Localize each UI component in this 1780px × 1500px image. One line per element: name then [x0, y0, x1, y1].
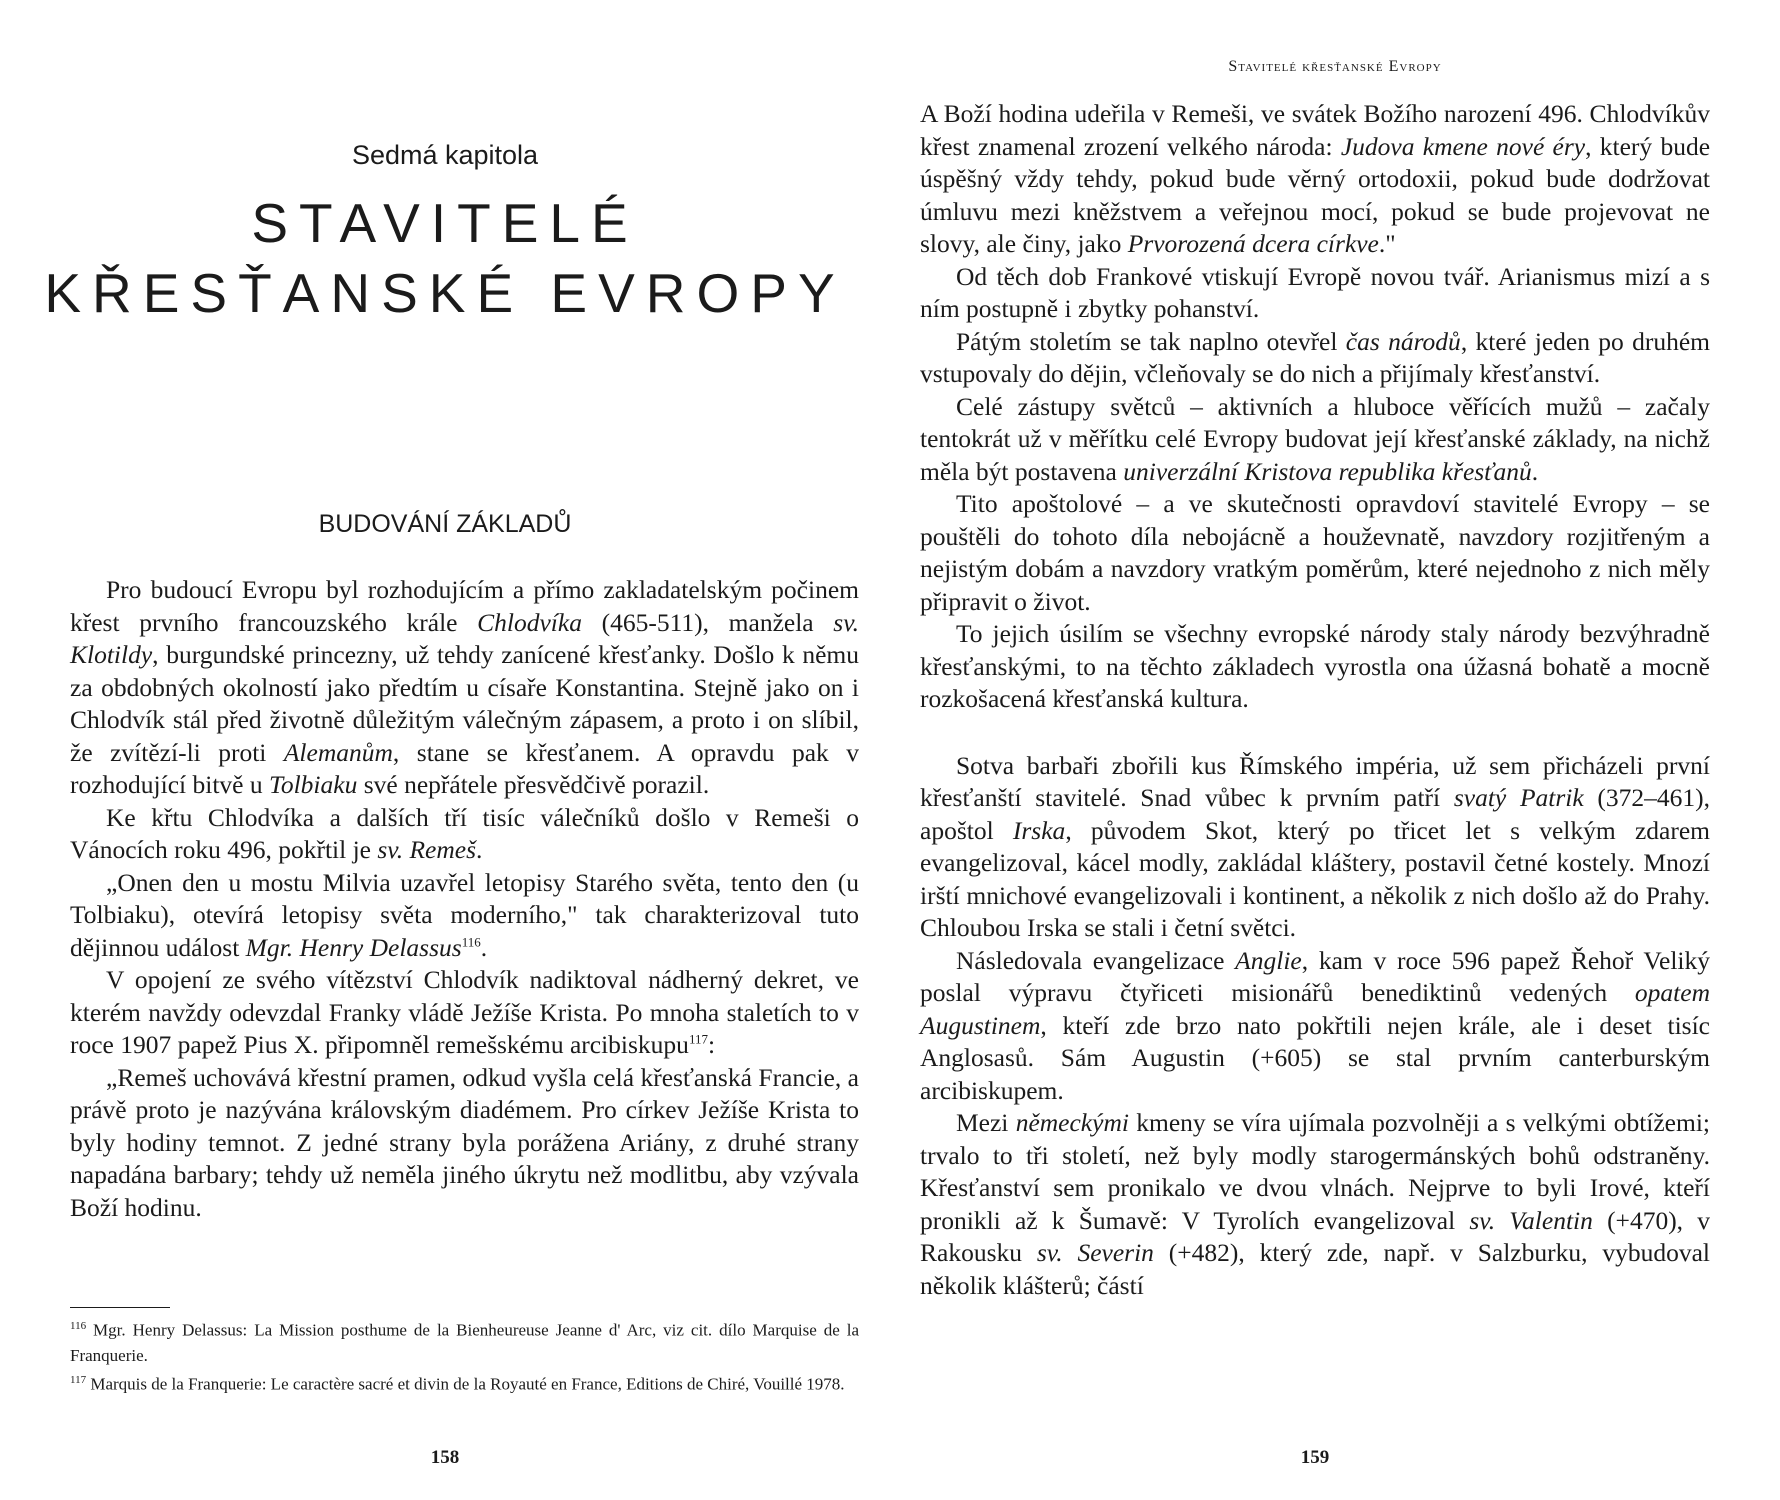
footnote: $^{117}$ Marquis de la Franquerie: Le caractère sacré et divin de la Royauté en France, Editions de Chiré, Vouillé 1978. [70, 1373, 845, 1394]
chapter-number: Sedmá kapitola [351, 140, 539, 170]
footnote-ref-117[interactable]: 117 [688, 1031, 708, 1047]
right-page [890, 0, 1780, 1500]
chapter-title [0, 188, 890, 328]
paragraph: Sotva barbaři zbořili kus Římského impéria, už sem přicházeli první křesťanští stavitelé. Snad vůbec k prvním patří svatý Patrik (372–461), apoštol Irska, původem Skot, který po třicet let s velkým zdarem evangelizoval, kácel modly, zakládal kláštery, postavil četné kostely. Mnozí irští mnichové evangelizovali i kontinent, a několik z nich došlo až do Prahy. Chloubou Irska se stali i četní světci. [920, 750, 1710, 942]
footnote-divider [70, 1307, 170, 1308]
page-number: 159 [1300, 1447, 1330, 1468]
paragraph: Mezi německými kmeny se víra ujímala pozvolněji a s velkými obtížemi; trvalo to tři století, než byly modly starogermánských bohů odstraněny. Křesťanství sem pronikalo ve dvou vlnách. Nejprve to byli Irové, kteří pronikli až k Šumavě: V Tyrolích evangelizoval sv. Valentin (+470), v Rakousku sv. Severin (+482), který zde, např. v Salzburku, vybudoval několik klášterů; částí [920, 1108, 1711, 1300]
left-body-text [70, 574, 859, 1224]
paragraph: V opojení ze svého vítězství Chlodvík nadiktoval nádherný dekret, ve kterém navždy odevzdal Franky vládě Ježíše Krista. Po mnoha staletích to v roce 1907 papež Pius X. připomněl remešskému arcibiskupu$^{117}$: [70, 965, 859, 1059]
paragraph: Ke křtu Chlodvíka a dalších tří tisíc válečníků došlo v Remeši o Vánocích roku 496, pokřtil je sv. Remeš. [70, 802, 859, 864]
running-head: Stavitelé křesťanské Evropy [1228, 58, 1442, 75]
footnote-ref-116[interactable]: 116 [461, 934, 481, 949]
page-number: 158 [430, 1447, 460, 1468]
section-heading: BUDOVÁNÍ ZÁKLADŮ [318, 510, 572, 538]
paragraph: Pro budoucí Evropu byl rozhodujícím a přímo zakladatelským počinem křest prvního francouzského krále Chlodvíka (465-511), manžela sv. Klotildy, burgundské princezny, už tehdy zanícené křesťanky. Došlo k němu za obdobných okolností jako předtím u císaře Konstantina. Stejně jako on i Chlodvík stál před životně důležitým válečným zápasem, a proto i on slíbil, že zvítězí-li proti Alemanům, stane se křesťanem. A opravdu pak v rozhodující bitvě u Tolbiaku své nepřátele přesvědčivě porazil. [70, 575, 859, 799]
paragraph: Tito apoštolové – a ve skutečnosti opravdoví stavitelé Evropy – se pouštěli do tohoto díla nebojácně a houževnatě, navzdory rozjitřeným a nejistým dobám a navzdory vratkým poměrům, které nejednoho z nich měly připravit o život. [920, 489, 1710, 616]
paragraph: A Boží hodina udeřila v Remeši, ve svátek Božího narození 496. Chlodvíkův křest znamenal zrození velkého národa: Judova kmene nové éry, který bude úspěšný vždy tehdy, pokud bude věrný ortodoxii, pokud bude dodržovat úmluvu mezi kněžstvem a veřejnou mocí, pokud se bude projevovat ne slovy, ale činy, jako Prvorozená dcera církve." [920, 99, 1711, 258]
footnote: $^{116}$ Mgr. Henry Delassus: La Mission posthume de la Bienheureuse Jeanne d' Arc, viz cit. dílo Marquise de la Franquerie. [70, 1320, 859, 1365]
right-body-text [920, 98, 1710, 1302]
paragraph: To jejich úsilím se všechny evropské národy staly národy bezvýhradně křesťanskými, to na těchto základech vyrostla ona úžasná bohatě a mocně rozkošacená křesťanská kultura. [920, 619, 1710, 713]
footnotes [70, 1314, 859, 1396]
chapter-title-line-2: KŘESŤANSKÉ EVROPY [44, 262, 846, 324]
paragraph: „Remeš uchovává křestní pramen, odkud vyšla celá křesťanská Francie, a právě proto je nazývána královským diadémem. Pro církev Ježíše Krista to byly hodiny temnot. Z jedné strany byla porážena Ariány, z druhé strany napadána barbary; tehdy už neměla jiného úkrytu než modlitbu, aby vzývala Boží hodinu. [70, 1062, 859, 1222]
paragraph: Od těch dob Frankové vtiskují Evropě novou tvář. Arianismus mizí a s ním postupně i zbytky pohanství. [920, 261, 1710, 323]
chapter-title-line-1: STAVITELÉ [251, 192, 639, 254]
paragraph: Následovala evangelizace Anglie, kam v roce 596 papež Řehoř Veliký poslal výpravu čtyřiceti misionářů benediktinů vedených opatem Augustinem, kteří zde brzo nato pokřtili nejen krále, ale i deset tisíc Anglosasů. Sám Augustin (+605) se stal prvním canterburským arcibiskupem. [920, 945, 1710, 1105]
paragraph: Celé zástupy světců – aktivních a hluboce věřících mužů – začaly tentokrát už v měřítku celé Evropy budovat její křesťanské základy, na nichž měla být postavena univerzální Kristova republika křesťanů. [920, 391, 1710, 486]
paragraph: Pátým stoletím se tak naplno otevřel čas národů, které jeden po druhém vstupovaly do dějin, včleňovaly se do nich a přijímaly křesťanství. [920, 326, 1710, 388]
paragraph: „Onen den u mostu Milvia uzavřel letopisy Starého světa, tento den (u Tolbiaku), otevírá letopisy světa moderního," tak charakterizoval tuto dějinnou událost Mgr. Henry Delassus$^{116}$. [70, 867, 859, 962]
